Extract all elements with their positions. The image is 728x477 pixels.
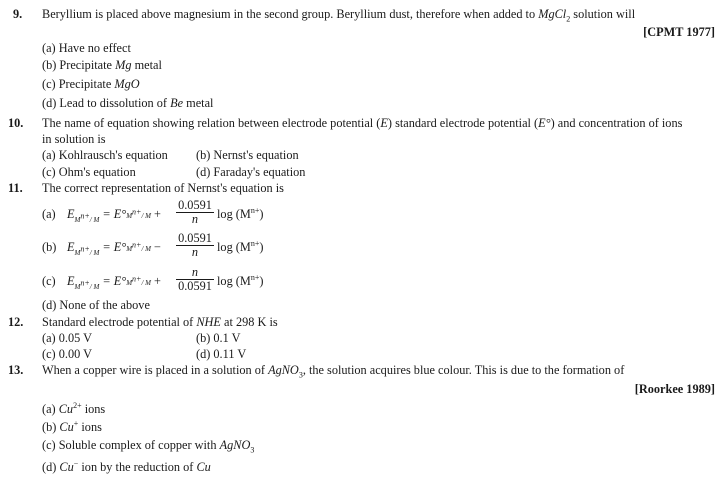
option-b: (b) 0.1 V [196, 331, 241, 345]
option-b: (b) Cu+ ions [42, 418, 102, 434]
question-number: 11. [8, 181, 23, 195]
question-text-cont: in solution is [42, 132, 106, 146]
log-term: $\log (M^{n+})$ [217, 272, 264, 288]
option-c: (c) Precipitate MgO [42, 77, 140, 91]
option-d: (d) Cu− ion by the reduction of Cu [42, 458, 211, 474]
question-text: When a copper wire is placed in a solution of AgNO$_3$, the solution acquires blue colour. This is due to the formation of [42, 363, 625, 380]
equation-lhs: $E_{M^{n+}/ M} = E^\circ M^{n+}/$ M + [67, 207, 161, 224]
option-d: (d) Faraday's equation [196, 165, 306, 179]
option-b-label: (b) [42, 240, 57, 254]
option-a: (a) 0.05 V [42, 331, 92, 345]
option-a: (a) Kohlrausch's equation [42, 148, 168, 162]
log-term: $\log (M^{n+})$ [217, 205, 264, 221]
option-b: (b) Precipitate Mg metal [42, 58, 162, 72]
fraction: $\frac{n}{0.0591}$ [176, 266, 214, 293]
option-c: (c) Soluble complex of copper with AgNO$_3$ [42, 438, 255, 455]
question-text: Beryllium is placed above magnesium in the second group. Beryllium dust, therefore when added to MgCl$_2$ solution will [42, 7, 636, 24]
source-tag: [Roorkee 1989] [634, 382, 715, 396]
question-text: The name of equation showing relation between electrode potential (E) standard electrode potential (E°) and concentration of ions [42, 116, 683, 130]
question-text: Standard electrode potential of NHE at 298 K is [42, 315, 278, 329]
option-b: (b) Nernst's equation [196, 148, 299, 162]
option-a: (a) $Cu^{2+}$ ions [42, 400, 106, 416]
source-tag: [CPMT 1977] [643, 25, 715, 39]
option-d: (d) None of the above [42, 298, 150, 312]
equation-lhs: $E_{M^{n+}/ M} = E^\circ M^{n+}/$ M − [67, 240, 161, 257]
option-d: (d) 0.11 V [196, 347, 247, 361]
question-number: 13. [8, 363, 24, 377]
question-number: 9. [13, 7, 23, 21]
option-a: (a) Have no effect [42, 41, 131, 55]
option-a-label: (a) [42, 207, 56, 221]
question-number: 10. [8, 116, 24, 130]
option-c-label: (c) [42, 274, 56, 288]
fraction: $\frac{0.0591}{n}$ [176, 232, 214, 259]
fraction: $\frac{0.0591}{n}$ [176, 199, 214, 226]
question-text: The correct representation of Nernst's equation is [42, 181, 284, 195]
option-c: (c) Ohm's equation [42, 165, 136, 179]
question-number: 12. [8, 315, 24, 329]
option-d: (d) Lead to dissolution of Be metal [42, 96, 214, 110]
option-c: (c) 0.00 V [42, 347, 92, 361]
equation-lhs: $E_{M^{n+}/ M} = E^\circ M^{n+}/$ M + [67, 274, 161, 291]
log-term: $\log (M^{n+})$ [217, 238, 264, 254]
